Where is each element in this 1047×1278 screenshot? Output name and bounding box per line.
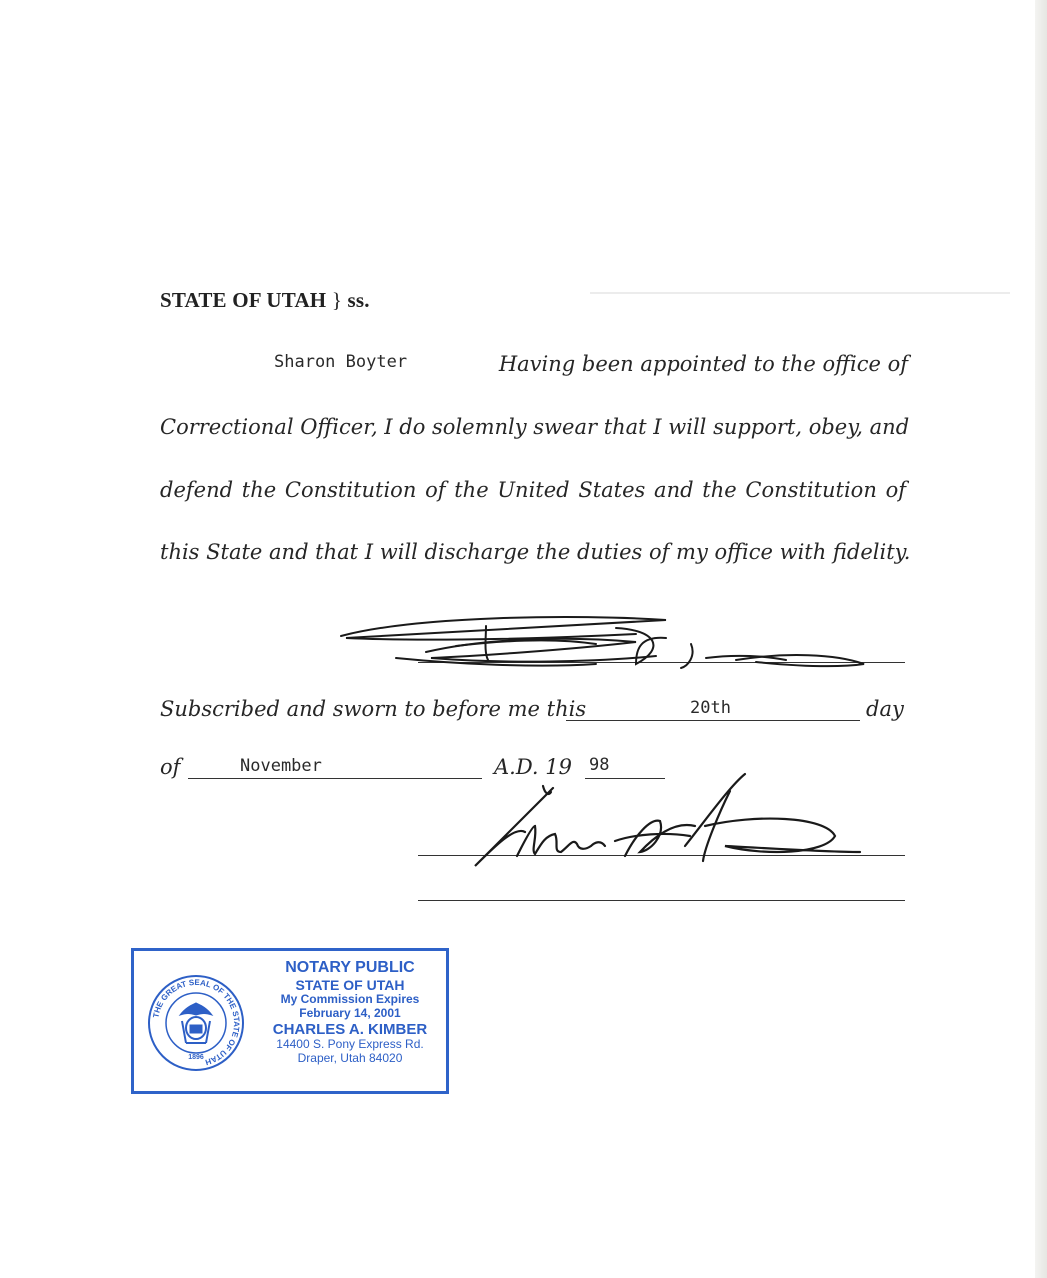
day-value: 20th xyxy=(690,698,731,718)
oath-line-3: defend the Constitution of the United States and the Constitution of xyxy=(160,478,906,502)
page-edge xyxy=(1035,0,1047,1278)
seal-text: THE GREAT SEAL OF THE STATE OF UTAH xyxy=(151,977,242,1067)
stamp-state: STATE OF UTAH xyxy=(295,977,405,994)
day-field-line xyxy=(566,720,860,721)
oath-line-2: Correctional Officer, I do solemnly swear that I will support, obey, and xyxy=(160,415,910,439)
day-word: day xyxy=(866,697,904,721)
venue-state: STATE OF UTAH xyxy=(160,288,327,312)
stamp-commission-date: February 14, 2001 xyxy=(299,1006,401,1021)
seal-year: 1896 xyxy=(188,1054,204,1061)
stamp-address-line2: Draper, Utah 84020 xyxy=(297,1051,403,1066)
stamp-notary-name: CHARLES A. KIMBER xyxy=(272,1021,428,1039)
oath-text-1: Having been appointed to the office of xyxy=(498,352,908,376)
notary-title-line xyxy=(418,900,905,901)
month-field-line xyxy=(188,778,482,779)
affiant-signature xyxy=(336,608,876,678)
stamp-text-block xyxy=(252,959,448,1066)
notary-stamp xyxy=(131,948,449,1094)
subscribed-label: Subscribed and sworn to before me this xyxy=(160,697,587,721)
ad-label: A.D. 19 xyxy=(494,755,573,779)
oath-line-1 xyxy=(160,352,908,384)
venue-heading xyxy=(160,288,370,313)
year-suffix: 98 xyxy=(589,755,610,775)
state-seal-icon xyxy=(146,973,246,1073)
venue-ss: ss. xyxy=(347,288,370,312)
month-value: November xyxy=(240,756,322,776)
venue-brace: } xyxy=(331,288,343,312)
oath-line-4: this State and that I will discharge the duties of my office with fidelity. xyxy=(160,540,911,564)
bleed-through-mark xyxy=(590,256,1010,294)
of-label: of xyxy=(160,755,181,779)
notary-signature xyxy=(465,766,865,876)
affiant-name: Sharon Boyter xyxy=(274,352,408,372)
stamp-address-line1: 14400 S. Pony Express Rd. xyxy=(276,1037,424,1052)
stamp-title: NOTARY PUBLIC xyxy=(285,959,415,976)
stamp-commission-label: My Commission Expires xyxy=(280,992,420,1007)
